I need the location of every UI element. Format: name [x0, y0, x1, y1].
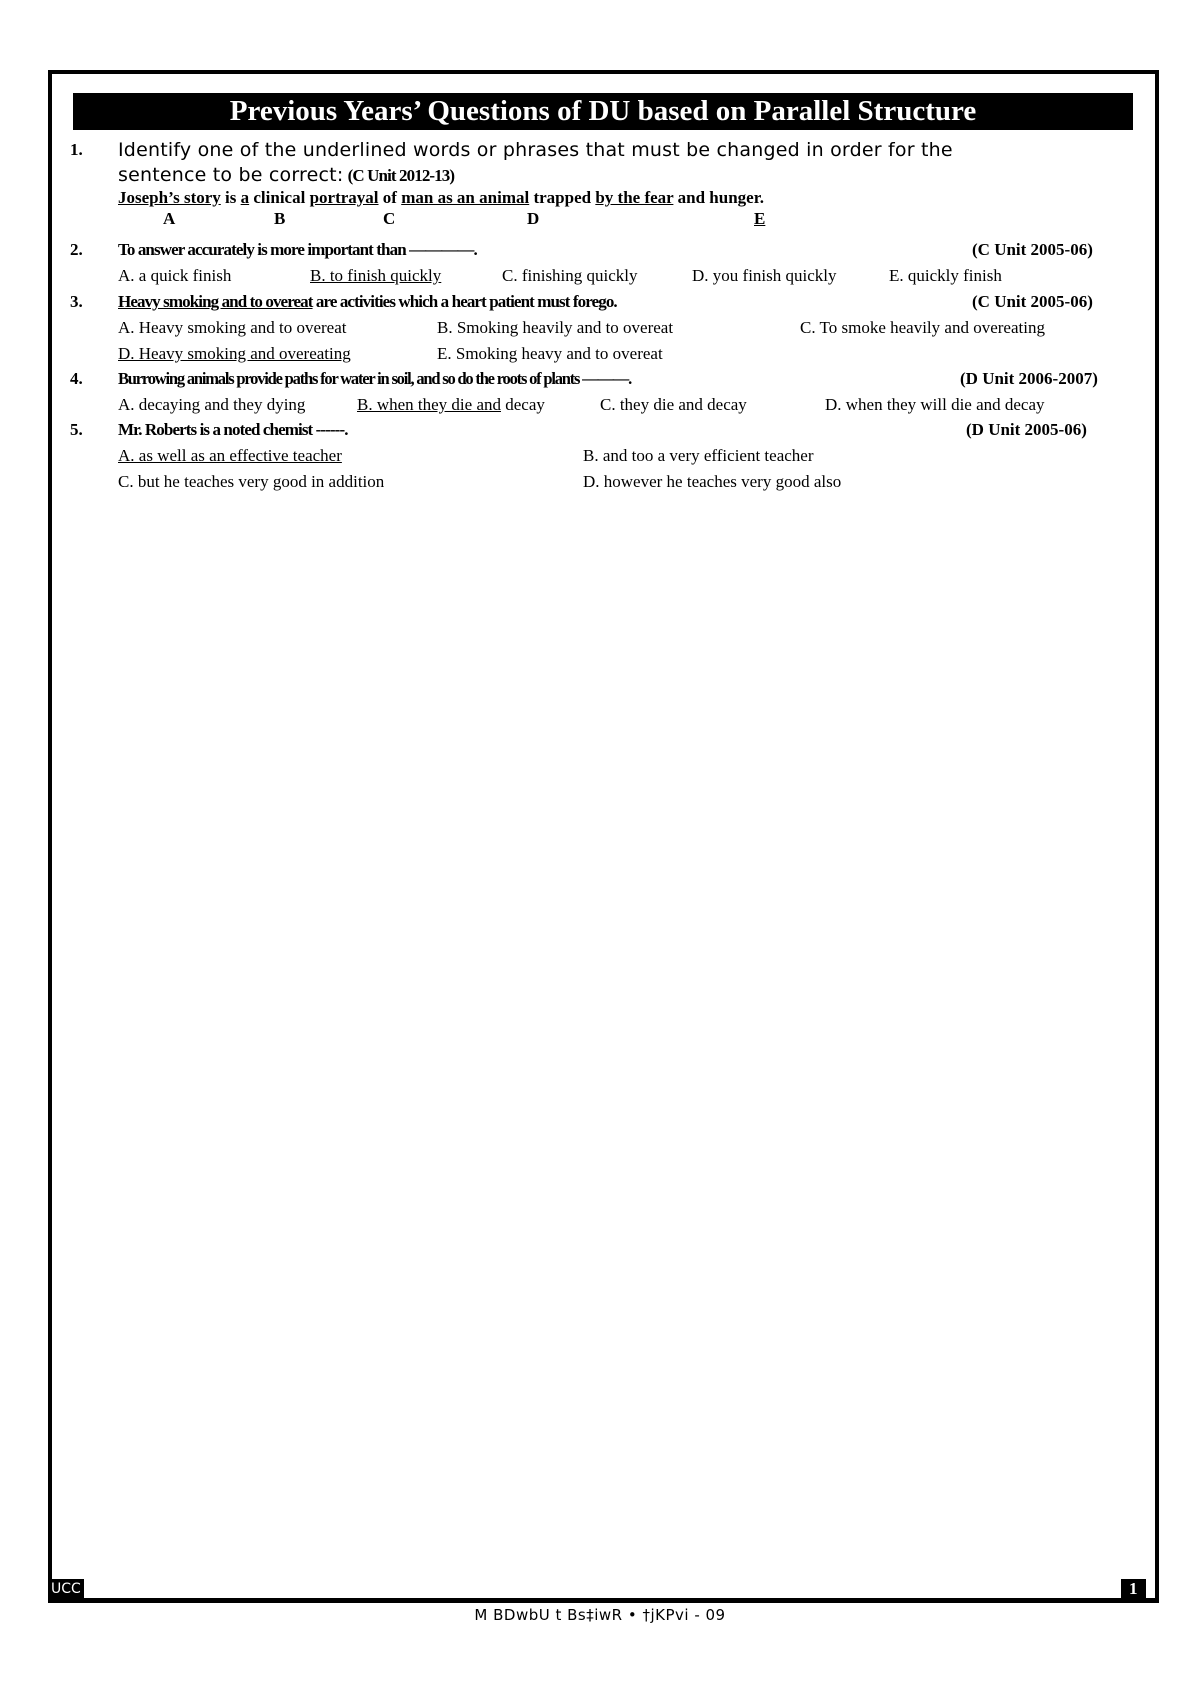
- q1-phrase-a: Joseph’s story: [118, 188, 221, 207]
- q2-option-e: E. quickly finish: [889, 266, 1002, 285]
- q3-option-b: B. Smoking heavily and to overeat: [437, 318, 674, 337]
- q1-text: is: [220, 188, 241, 207]
- q4-option-c: C. they die and decay: [600, 395, 747, 414]
- q4-option-b: [357, 395, 545, 415]
- footer-ucc-tag: UCC: [48, 1579, 84, 1599]
- q1-letter-c: C: [383, 209, 396, 228]
- question-4-source: (D Unit 2006-2007): [960, 369, 1098, 388]
- q5-option-a: A. as well as an effective teacher: [118, 446, 342, 465]
- question-number-4: 4.: [70, 369, 83, 388]
- q3-question-rest: are activities which a heart patient must forego.: [312, 292, 617, 311]
- question-5-text: Mr. Roberts is a noted chemist ------.: [118, 420, 348, 439]
- q1-text: clinical: [249, 188, 310, 207]
- q3-option-e: E. Smoking heavy and to overeat: [437, 344, 663, 363]
- q2-option-c: C. finishing quickly: [502, 266, 638, 285]
- page-number: 1: [1121, 1579, 1146, 1599]
- q1-phrase-c: portrayal: [309, 188, 379, 207]
- q4-option-b-rest: decay: [501, 395, 545, 414]
- q1-phrase-b: a: [240, 188, 250, 207]
- q2-option-d: D. you finish quickly: [692, 266, 837, 285]
- question-3-source: (C Unit 2005-06): [972, 292, 1093, 311]
- q1-phrase-d: man as an animal: [401, 188, 530, 207]
- question-1-prompt-line1: Identify one of the underlined words or phrases that must be changed in order for the: [118, 139, 953, 161]
- q1-text: and hunger.: [673, 188, 764, 207]
- question-number-2: 2.: [70, 240, 83, 259]
- q5-option-c: C. but he teaches very good in addition: [118, 472, 385, 491]
- question-4-text: Burrowing animals provide paths for water in soil, and so do the roots of plants ———.: [118, 369, 632, 388]
- q3-option-c: C. To smoke heavily and overeating: [800, 318, 1045, 337]
- question-1-prompt-text: sentence to be correct:: [118, 164, 344, 186]
- question-5-source: (D Unit 2005-06): [966, 420, 1087, 439]
- question-1-source: (C Unit 2012-13): [347, 166, 455, 185]
- q1-phrase-e: by the fear: [595, 188, 674, 207]
- q3-option-a: A. Heavy smoking and to overeat: [118, 318, 347, 337]
- q1-letter-b: B: [274, 209, 286, 228]
- q3-underlined-phrase: Heavy smoking and to overeat: [118, 292, 313, 311]
- q1-text: of: [378, 188, 402, 207]
- question-1-prompt-line2: [118, 164, 454, 186]
- q4-option-b-underlined: B. when they die and: [357, 395, 501, 414]
- q5-option-b: B. and too a very efficient teacher: [583, 446, 814, 465]
- footer-text: M BDwbU t Bs‡iwR • †jKPvi - 09: [474, 1606, 726, 1624]
- q5-option-d: D. however he teaches very good also: [583, 472, 842, 491]
- question-number-1: 1.: [70, 140, 83, 159]
- question-3-text: [118, 292, 617, 312]
- question-2-text: To answer accurately is more important than ————.: [118, 240, 477, 259]
- page-title: Previous Years’ Questions of DU based on Parallel Structure: [73, 93, 1133, 130]
- q4-option-a: A. decaying and they dying: [118, 395, 306, 414]
- q1-text: trapped: [529, 188, 596, 207]
- q1-letter-e: E: [754, 209, 766, 228]
- q2-option-a: A. a quick finish: [118, 266, 232, 285]
- q1-letter-d: D: [527, 209, 540, 228]
- q4-option-d: D. when they will die and decay: [825, 395, 1045, 414]
- question-1-sentence: [118, 188, 764, 208]
- q3-option-d: D. Heavy smoking and overeating: [118, 344, 351, 363]
- question-number-5: 5.: [70, 420, 83, 439]
- q2-option-b: B. to finish quickly: [310, 266, 442, 285]
- question-number-3: 3.: [70, 292, 83, 311]
- q1-letter-a: A: [163, 209, 176, 228]
- question-2-source: (C Unit 2005-06): [972, 240, 1093, 259]
